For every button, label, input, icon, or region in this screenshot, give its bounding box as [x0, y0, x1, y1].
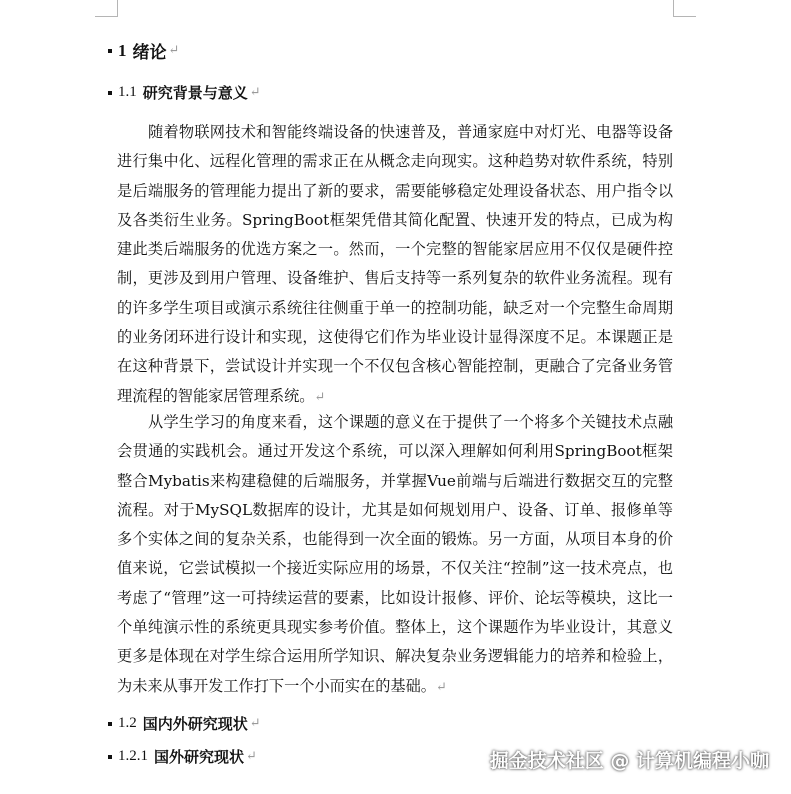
section-heading[interactable] — [108, 713, 261, 734]
paragraph-background[interactable] — [117, 118, 673, 412]
heading-bullet-icon — [108, 49, 112, 53]
chapter-number: 1 — [118, 40, 127, 60]
crop-mark-top-right — [673, 0, 696, 17]
section-heading[interactable] — [108, 82, 261, 103]
heading-bullet-icon — [108, 722, 112, 726]
watermark: 掘金技术社区 @ 计算机编程小咖 — [489, 750, 769, 772]
paragraph-mark-icon: ↵ — [168, 43, 180, 58]
subsection-title: 国外研究现状 — [154, 748, 245, 766]
paragraph-mark-icon: ↵ — [314, 389, 326, 405]
subsection-heading[interactable] — [108, 746, 257, 767]
paragraph-mark-icon: ↵ — [249, 85, 261, 100]
chapter-title: 绪论 — [132, 43, 167, 63]
paragraph-significance[interactable] — [117, 408, 673, 702]
subsection-number: 1.2.1 — [118, 748, 148, 764]
heading-bullet-icon — [108, 755, 112, 759]
paragraph-mark-icon: ↵ — [435, 679, 447, 695]
crop-mark-top-left — [95, 0, 118, 17]
paragraph-mark-icon: ↵ — [249, 716, 261, 731]
paragraph-mark-icon: ↵ — [246, 749, 257, 764]
chapter-heading[interactable] — [108, 38, 179, 63]
section-number: 1.2 — [118, 715, 137, 731]
paragraph-text: 从学生学习的角度来看，这个课题的意义在于提供了一个将多个关键技术点融会贯通的实践机会。通过开发这个系统，可以深入理解如何利用SpringBoot框架整合Mybatis来构建稳健的后端服务，并掌握Vue前端与后端进行数据交互的完整流程。对于MySQL数据库的设计，尤其是如何规划用户、设备、订单、报修单等多个实体之间的复杂关系，也能得到一次全面的锻炼。另一方面，从项目本身的价值来说，它尝试模拟一个接近实际应用的场景，不仅关注“控制”这一技术亮点，也考虑了“管理”这一可持续运营的要素，比如设计报修、评价、论坛等模块，这比一个单纯演示性的系统更具现实参考价值。整体上，这个课题作为毕业设计，其意义更多是体现在对学生综合运用所学知识、解决复杂业务逻辑能力的培养和检验上，为未来从事开发工作打下一个小而实在的基础。 — [117, 413, 673, 695]
paragraph-text: 随着物联网技术和智能终端设备的快速普及，普通家庭中对灯光、电器等设备进行集中化、远程化管理的需求正在从概念走向现实。这种趋势对软件系统，特别是后端服务的管理能力提出了新的要求，需要能够稳定处理设备状态、用户指令以及各类衍生业务。SpringBoot框架凭借其简化配置、快速开发的特点，已成为构建此类后端服务的优选方案之一。然而，一个完整的智能家居应用不仅仅是硬件控制，更涉及到用户管理、设备维护、售后支持等一系列复杂的软件业务流程。现有的许多学生项目或演示系统往往侧重于单一的控制功能，缺乏对一个完整生命周期的业务闭环进行设计和实现，这使得它们作为毕业设计显得深度不足。本课题正是在这种背景下，尝试设计并实现一个不仅包含核心智能控制，更融合了完备业务管理流程的智能家居管理系统。 — [117, 123, 673, 405]
section-title: 研究背景与意义 — [142, 84, 248, 102]
heading-bullet-icon — [108, 91, 112, 95]
section-title: 国内外研究现状 — [142, 715, 248, 733]
section-number: 1.1 — [118, 84, 137, 100]
